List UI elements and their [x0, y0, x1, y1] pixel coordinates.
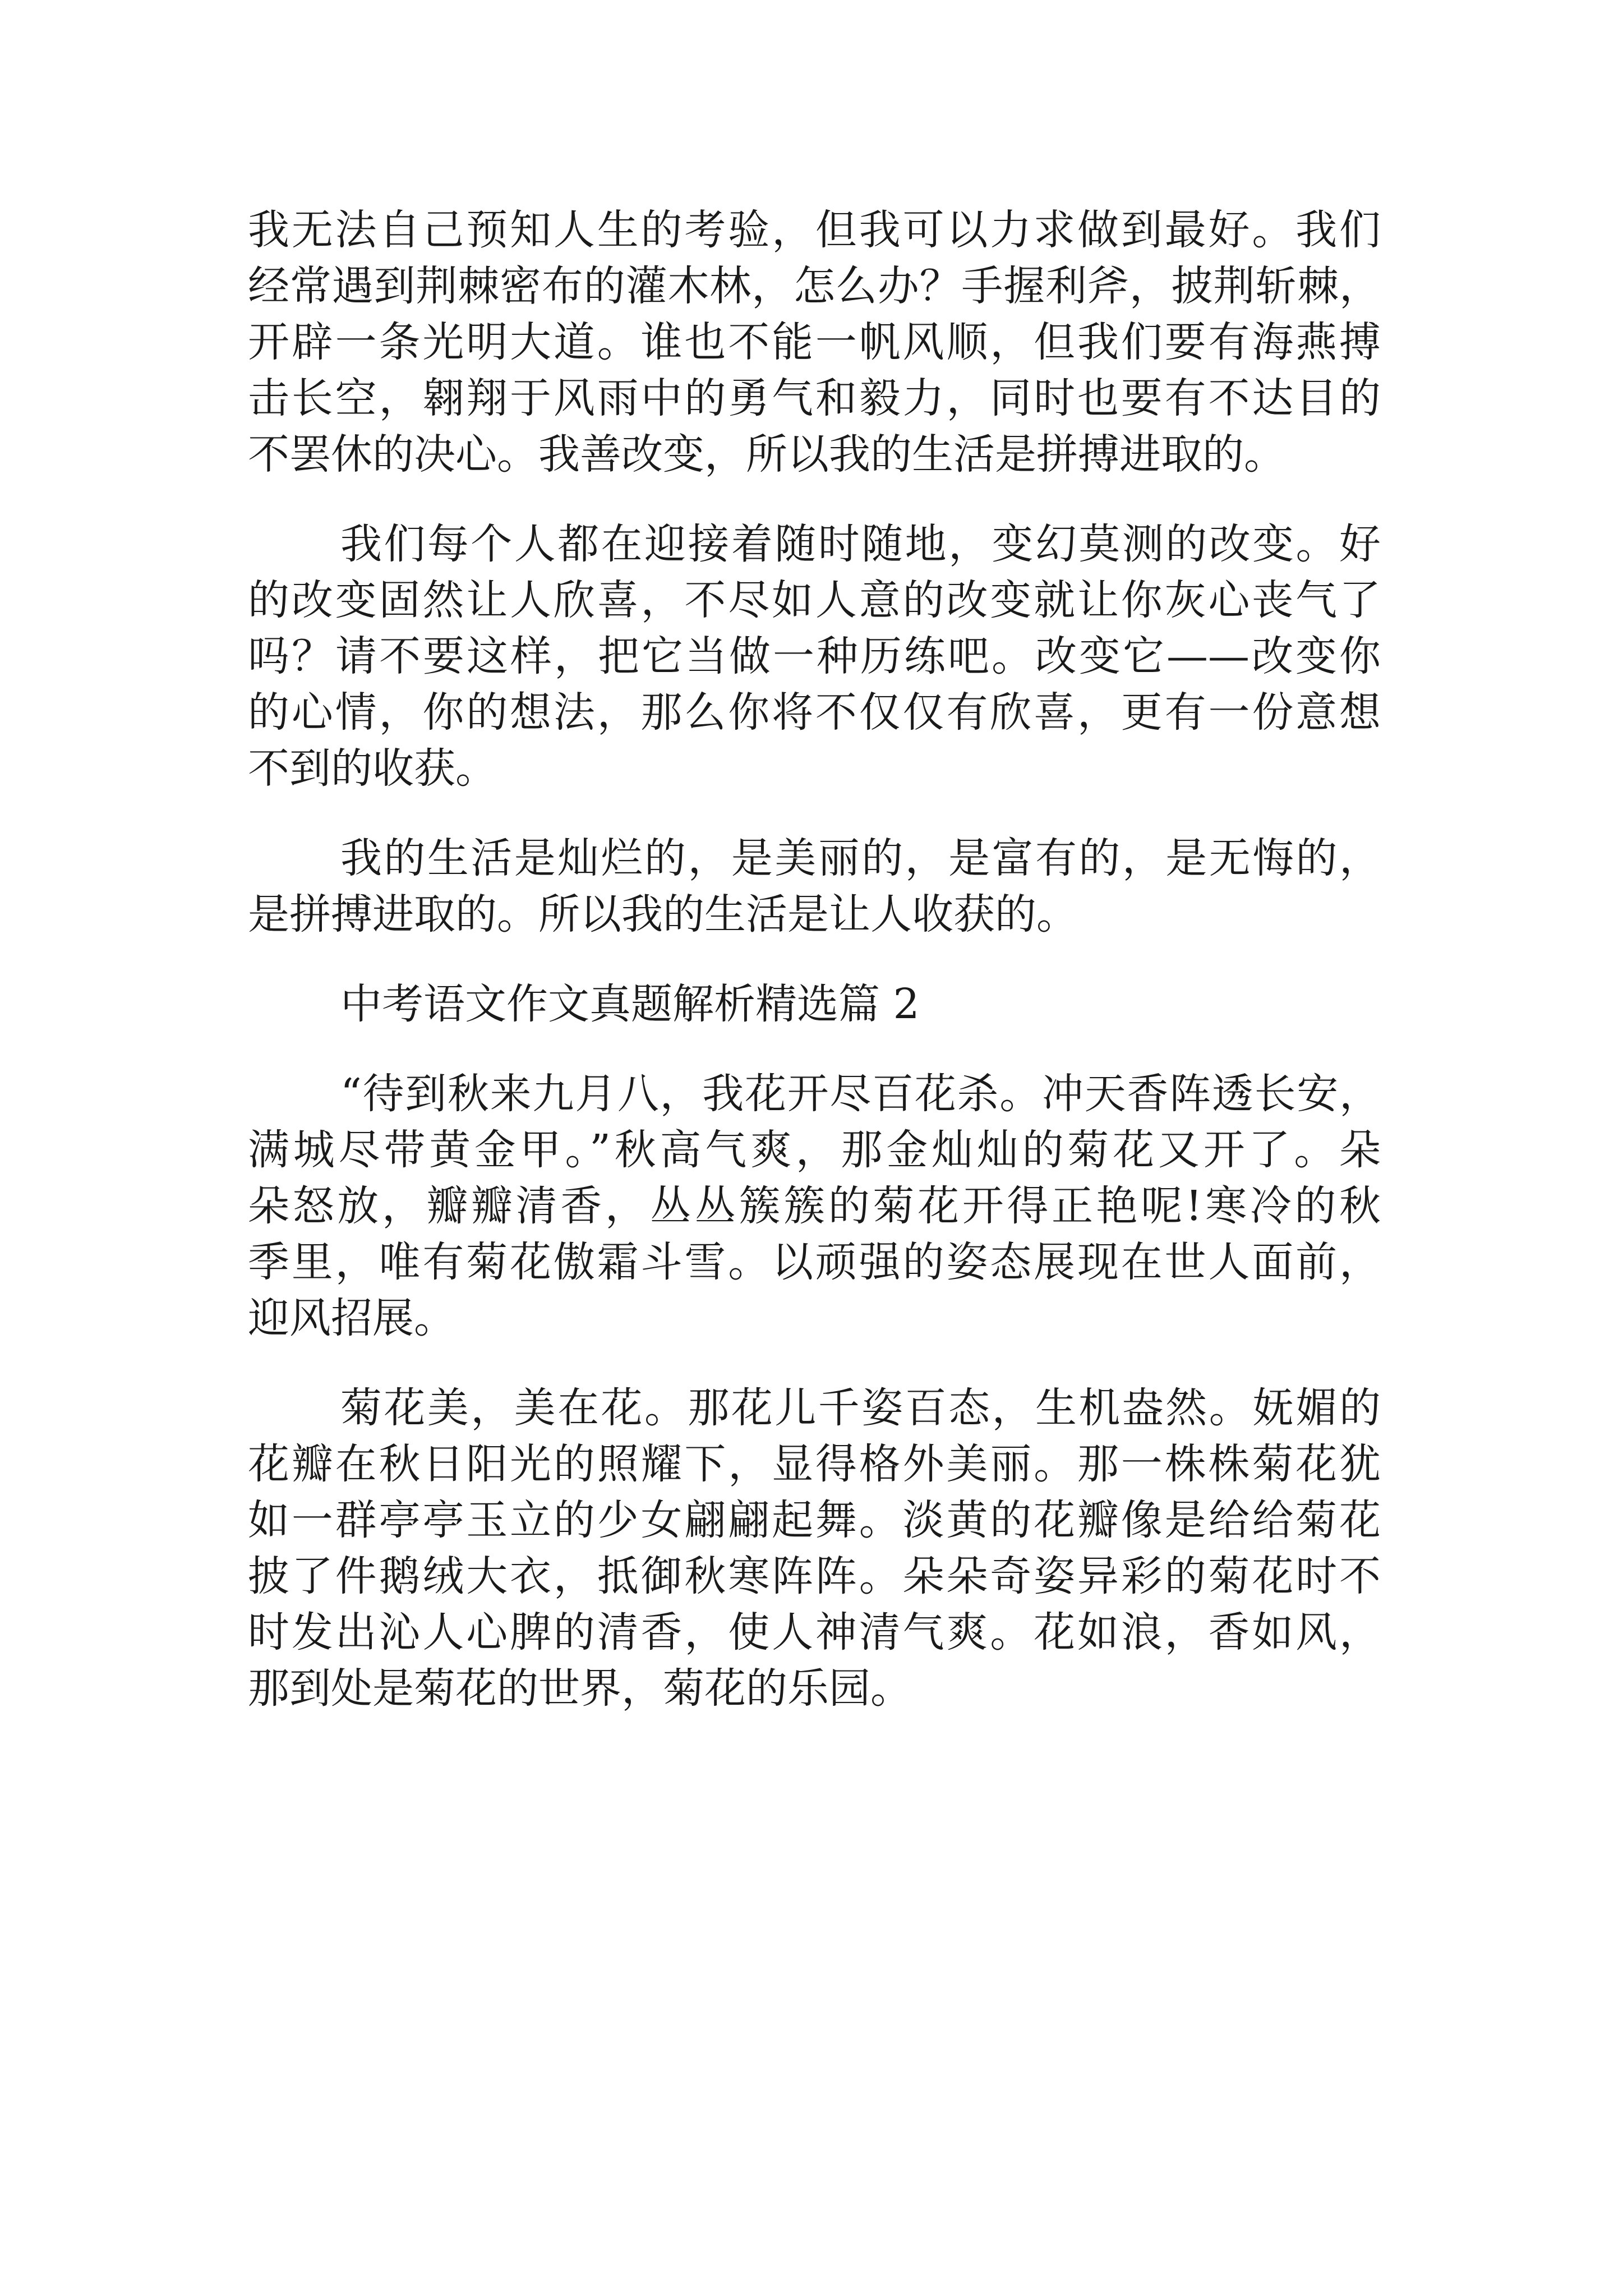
text-line: 我的生活是灿烂的，是美丽的，是富有的，是无悔的， — [340, 834, 1381, 882]
text-line: 如一群亭亭玉立的少女翩翩起舞。淡黄的花瓣像是给给菊花 — [248, 1496, 1381, 1544]
text-line: 是拼搏进取的。所以我的生活是让人收获的。 — [248, 890, 1078, 938]
text-line: 满城尽带黄金甲。”秋高气爽，那金灿灿的菊花又开了。朵 — [248, 1126, 1381, 1174]
text-line: “待到秋来九月八，我花开尽百花杀。冲天香阵透长安， — [340, 1070, 1381, 1118]
text-line: 朵怒放，瓣瓣清香，丛丛簇簇的菊花开得正艳呢!寒冷的秋 — [248, 1182, 1381, 1230]
text-line: 的改变固然让人欣喜，不尽如人意的改变就让你灰心丧气了 — [248, 576, 1381, 624]
text-line: 不罢休的决心。我善改变，所以我的生活是拼搏进取的。 — [248, 430, 1285, 478]
document-page — [248, 202, 1381, 1717]
heading-text: 中考语文作文真题解析精选篇 2 — [340, 980, 920, 1028]
section-heading — [248, 976, 1381, 1032]
text-line: 迎风招展。 — [248, 1294, 455, 1342]
paragraph-2 — [248, 516, 1381, 797]
text-line: 经常遇到荆棘密布的灌木林，怎么办？手握利斧，披荆斩棘， — [248, 262, 1381, 310]
text-line: 吗？请不要这样，把它当做一种历练吧。改变它——改变你 — [248, 632, 1381, 680]
text-line: 的心情，你的想法，那么你将不仅仅有欣喜，更有一份意想 — [248, 688, 1381, 737]
text-line: 那到处是菊花的世界，菊花的乐园。 — [248, 1664, 912, 1713]
paragraph-3 — [248, 830, 1381, 942]
text-line: 披了件鹅绒大衣，抵御秋寒阵阵。朵朵奇姿异彩的菊花时不 — [248, 1552, 1381, 1600]
text-line: 菊花美，美在花。那花儿千姿百态，生机盎然。妩媚的 — [340, 1384, 1381, 1432]
text-line: 花瓣在秋日阳光的照耀下，显得格外美丽。那一株株菊花犹 — [248, 1440, 1381, 1488]
text-line: 开辟一条光明大道。谁也不能一帆风顺，但我们要有海燕搏 — [248, 318, 1381, 366]
text-line: 不到的收获。 — [248, 744, 497, 793]
text-line: 时发出沁人心脾的清香，使人神清气爽。花如浪，香如风， — [248, 1608, 1381, 1657]
text-line: 我无法自己预知人生的考验，但我可以力求做到最好。我们 — [248, 206, 1381, 254]
paragraph-4 — [248, 1066, 1381, 1346]
text-line: 我们每个人都在迎接着随时随地，变幻莫测的改变。好 — [340, 520, 1381, 568]
paragraph-1 — [248, 202, 1381, 482]
text-line: 季里，唯有菊花傲霜斗雪。以顽强的姿态展现在世人面前， — [248, 1238, 1381, 1286]
text-line: 击长空，翱翔于风雨中的勇气和毅力，同时也要有不达目的 — [248, 374, 1381, 422]
paragraph-5 — [248, 1380, 1381, 1717]
